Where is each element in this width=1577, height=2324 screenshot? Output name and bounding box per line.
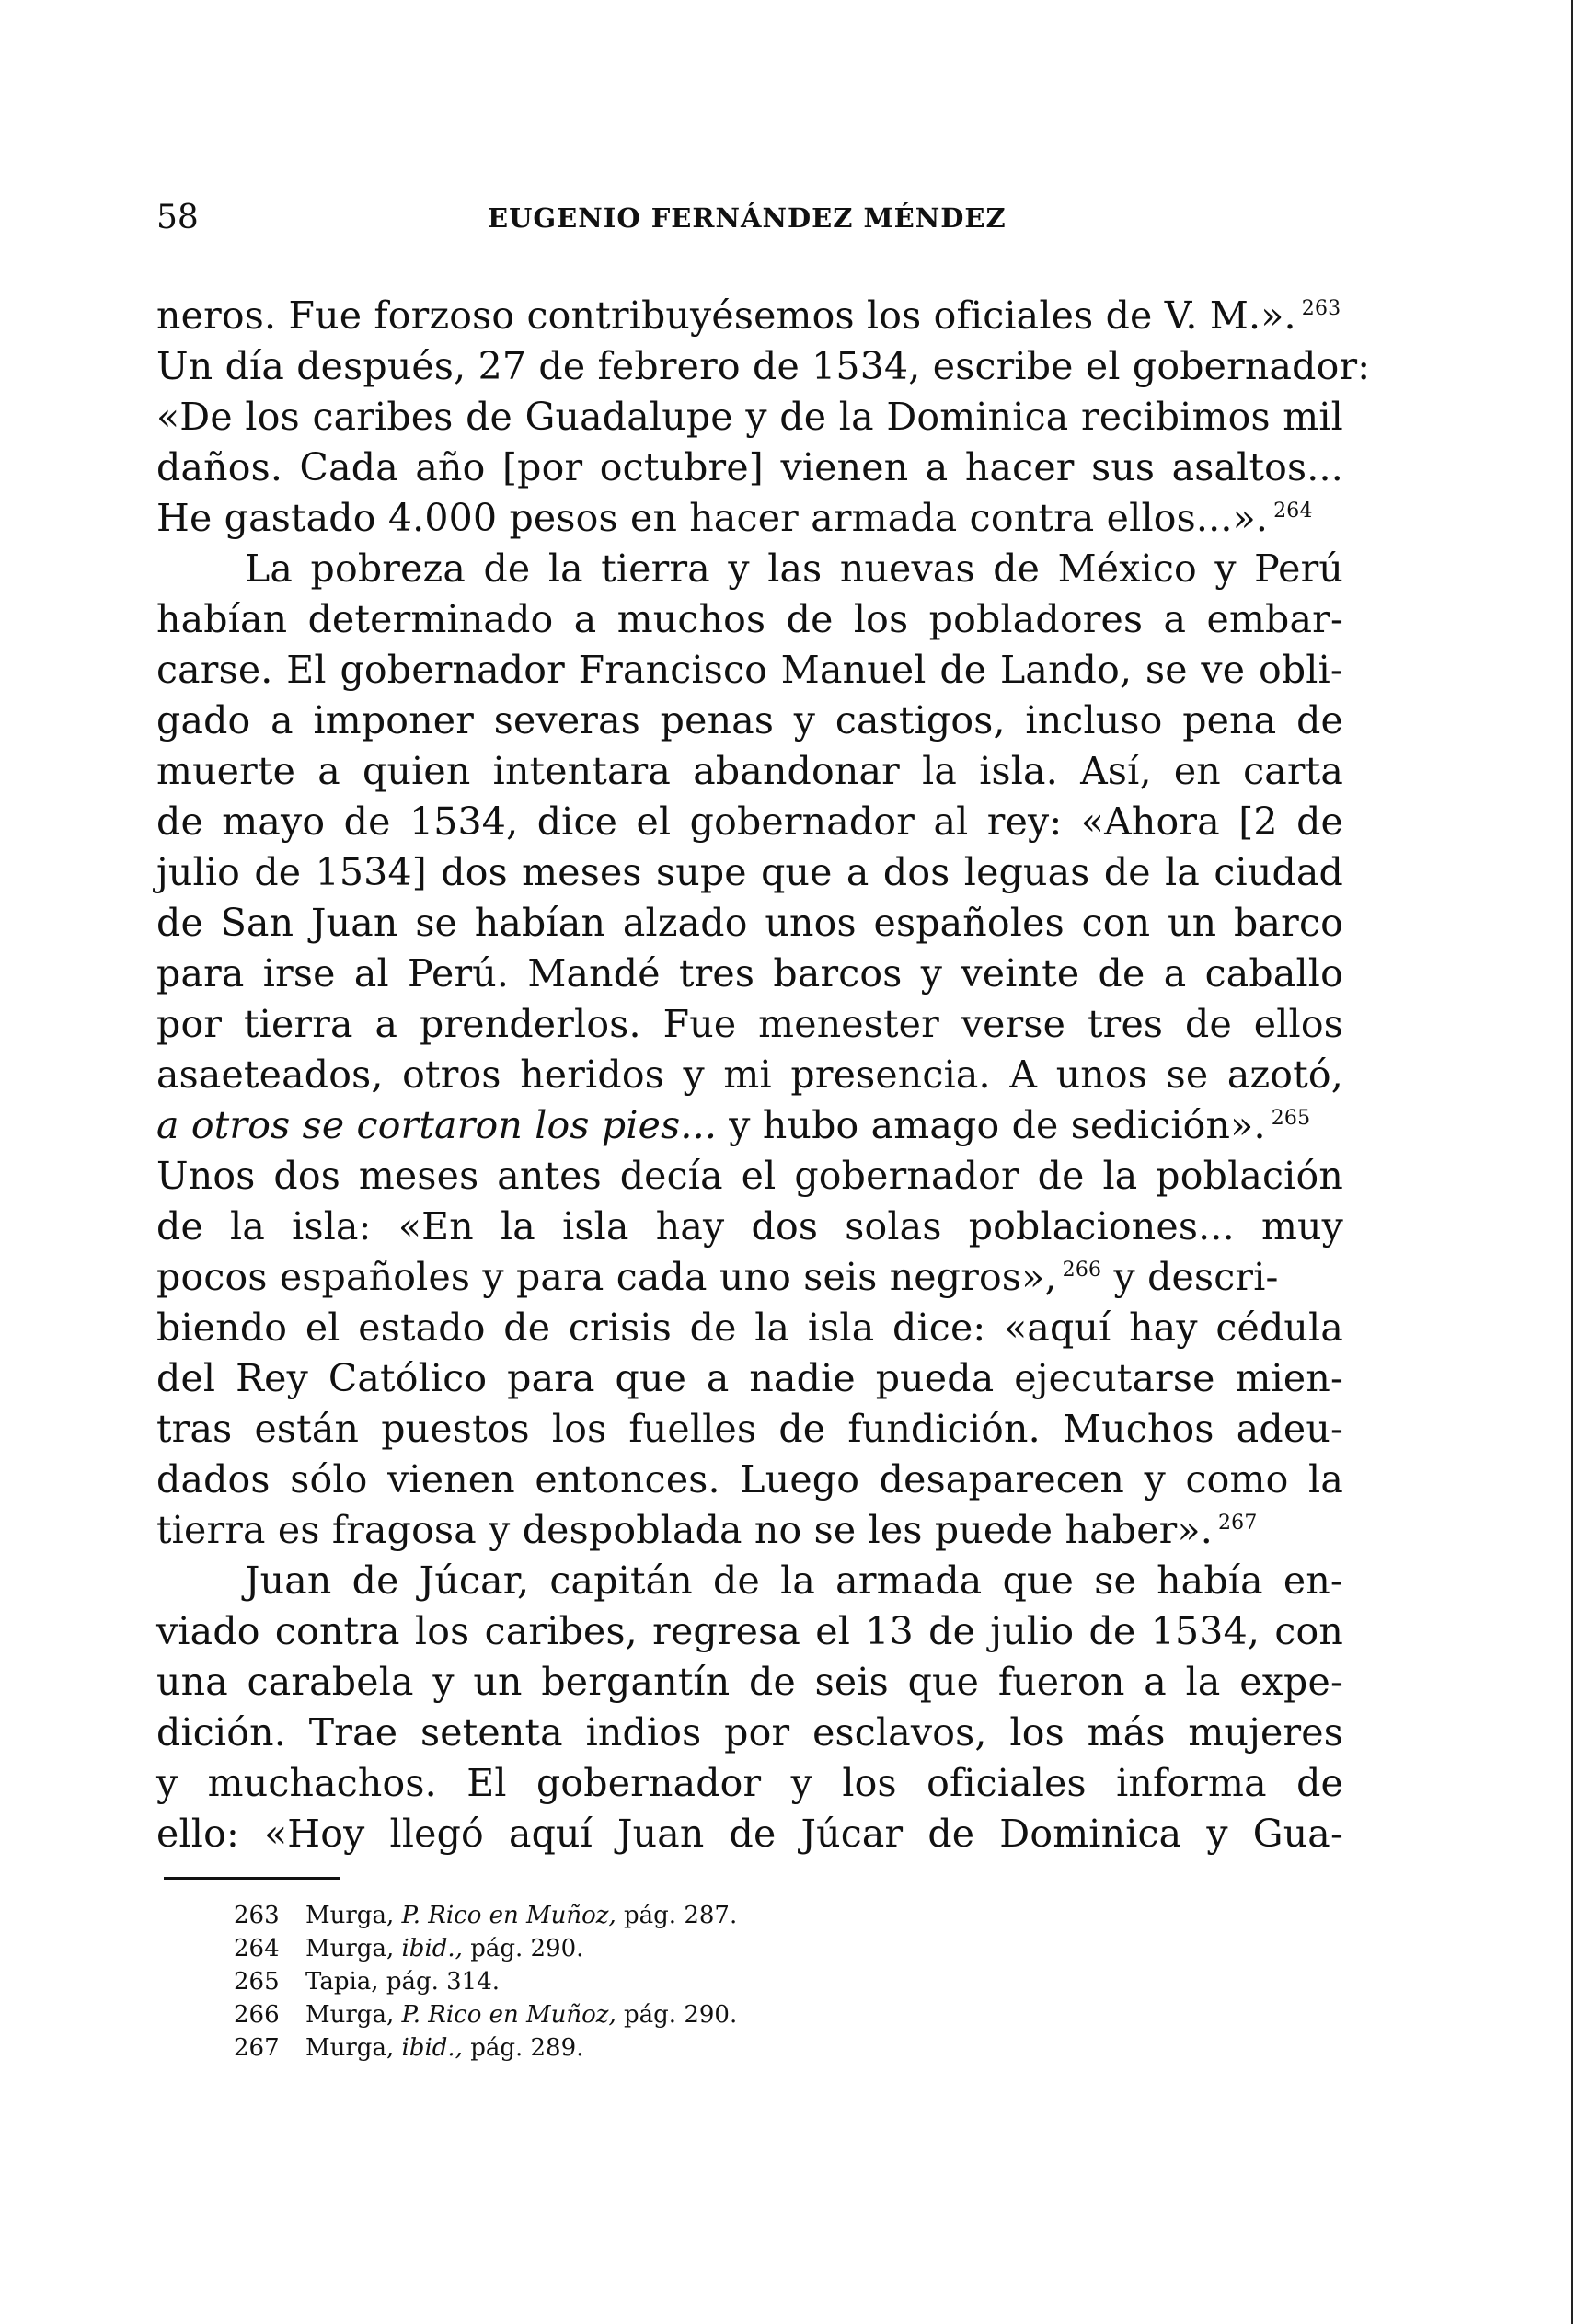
text-line: carse. El gobernador Francisco Manuel de Lando, se ve obli-: [156, 648, 1343, 692]
footnote-number: 264: [234, 1935, 280, 1962]
footnote-ref[interactable]: 264: [1273, 500, 1313, 523]
text-line: y muchachos. El gobernador y los oficiales informa de: [156, 1761, 1343, 1805]
text-line: neros. Fue forzoso contribuyésemos los oficiales de V. M.». $^{263}$: [156, 293, 1341, 338]
body-text: [156, 291, 1371, 1859]
footnote-ref[interactable]: 266: [1062, 1259, 1102, 1282]
text-line: una carabela y un bergantín de seis que fueron a la expe-: [156, 1660, 1343, 1704]
text-line: dición. Trae setenta indios por esclavos, los más mujeres: [156, 1710, 1343, 1755]
text-line: Un día después, 27 de febrero de 1534, escribe el gobernador:: [156, 344, 1371, 388]
footnote: 264 Murga, ibid., pág. 290.: [234, 1932, 737, 1965]
footnote-ref[interactable]: 263: [1301, 297, 1341, 320]
footnote-number: 263: [234, 1902, 280, 1929]
text-line: julio de 1534] dos meses supe que a dos leguas de la ciudad: [156, 850, 1343, 894]
footnote-number: 266: [234, 2001, 280, 2029]
text-line: dados sólo vienen entonces. Luego desaparecen y como la: [156, 1457, 1343, 1501]
italic-phrase: a otros se cortaron los pies...: [156, 1103, 718, 1147]
text-line: por tierra a prenderlos. Fue menester verse tres de ellos: [156, 1002, 1343, 1046]
footnote-ref[interactable]: 267: [1217, 1512, 1258, 1535]
text-line: tras están puestos los fuelles de fundición. Muchos adeu-: [156, 1407, 1343, 1451]
text-line: habían determinado a muchos de los pobladores a embar-: [156, 597, 1343, 641]
page-number: 58: [156, 199, 199, 236]
text-line: ello: «Hoy llegó aquí Juan de Júcar de Dominica y Gua-: [156, 1812, 1343, 1856]
text-line: de mayo de 1534, dice el gobernador al rey: «Ahora [2 de: [156, 800, 1343, 844]
text-line: biendo el estado de crisis de la isla dice: «aquí hay cédula: [156, 1306, 1343, 1350]
footnote: 267 Murga, ibid., pág. 289.: [234, 2031, 737, 2065]
footnote-number: 267: [234, 2034, 280, 2062]
text-line: daños. Cada año [por octubre] vienen a hacer sus asaltos...: [156, 445, 1343, 489]
text-line: a otros se cortaron los pies... y hubo amago de sedición». $^{265}$: [156, 1103, 1311, 1147]
page-header: [156, 195, 1343, 241]
text-line: del Rey Católico para que a nadie pueda ejecutarse mien-: [156, 1356, 1343, 1400]
footnotes: [234, 1899, 737, 2065]
text-line: muerte a quien intentara abandonar la isla. Así, en carta: [156, 749, 1343, 793]
text-line: Juan de Júcar, capitán de la armada que se había en-: [245, 1559, 1343, 1603]
footnote-rule: [164, 1877, 340, 1880]
text-line: pocos españoles y para cada uno seis negros», $^{266}$ y descri-: [156, 1255, 1279, 1299]
text-line: La pobreza de la tierra y las nuevas de México y Perú: [245, 546, 1343, 591]
text-line: gado a imponer severas penas y castigos, incluso pena de: [156, 698, 1343, 742]
text-line: viado contra los caribes, regresa el 13 de julio de 1534, con: [156, 1609, 1343, 1653]
text-line: de la isla: «En la isla hay dos solas poblaciones... muy: [156, 1204, 1343, 1248]
page-edge-line: [1571, 0, 1573, 2324]
text-line: tierra es fragosa y despoblada no se les puede haber». $^{267}$: [156, 1508, 1258, 1552]
text-line: de San Juan se habían alzado unos españoles con un barco: [156, 901, 1343, 945]
footnote-number: 265: [234, 1968, 280, 1996]
text-line: asaeteados, otros heridos y mi presencia. A unos se azotó,: [156, 1053, 1343, 1097]
footnote: 266 Murga, P. Rico en Muñoz, pág. 290.: [234, 1998, 737, 2031]
text-line: Unos dos meses antes decía el gobernador de la población: [156, 1154, 1343, 1198]
footnote: 265 Tapia, pág. 314.: [234, 1965, 737, 1998]
footnote-ref[interactable]: 265: [1271, 1107, 1311, 1130]
running-head: EUGENIO FERNÁNDEZ MÉNDEZ: [488, 202, 1007, 234]
footnote: 263 Murga, P. Rico en Muñoz, pág. 287.: [234, 1899, 737, 1932]
text-line: para irse al Perú. Mandé tres barcos y veinte de a caballo: [156, 951, 1343, 995]
text-line: He gastado 4.000 pesos en hacer armada contra ellos...». $^{264}$: [156, 496, 1313, 540]
text-line: «De los caribes de Guadalupe y de la Dominica recibimos mil: [156, 395, 1343, 439]
